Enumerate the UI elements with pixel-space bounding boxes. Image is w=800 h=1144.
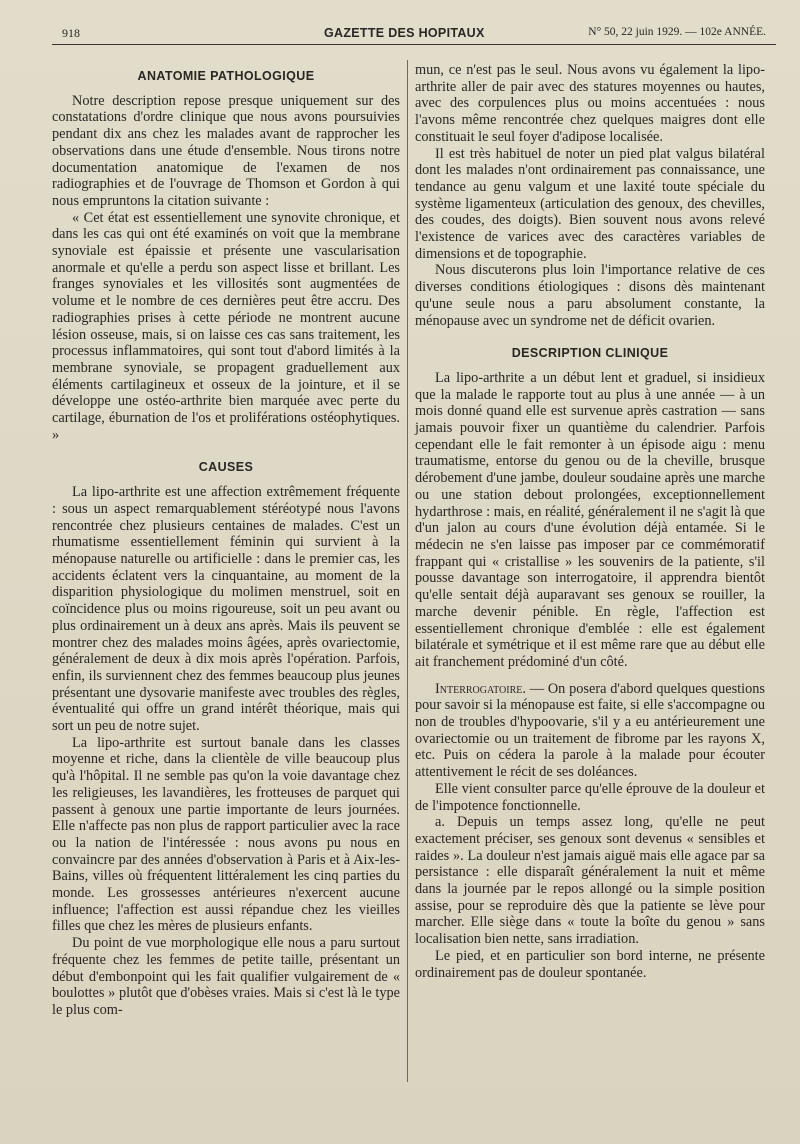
paragraph: Notre description repose presque uniquement sur des constatations d'ordre clinique que nous avons poursuivies pendant dix ans chez les malades avant de rapprocher les observations dans une étude d'ensemble. Nous tirons notre documentation anatomique de l'examen de nos radiographies et de l'ouvrage de Thomson et Gordon à qui nous empruntons la citation suivante : xyxy=(52,92,400,209)
paragraph: Nous discuterons plus loin l'importance relative de ces diverses conditions étiologiques : disons dès maintenant qu'une seule nous a paru absolument constante, la ménopause avec un syndrome net de déficit ovarien. xyxy=(415,262,765,329)
running-header xyxy=(52,22,776,45)
journal-title: GAZETTE DES HOPITAUX xyxy=(324,26,485,40)
paragraph-text: — On posera d'abord quelques questions pour savoir si la ménopause est faite, si elle s'accompagne ou non de troubles d'hypoovarie, s'il y a eu antérieurement une ovariectomie ou un traitement de fibrome par les rayons X, etc. Puis on cédera la parole à la malade pour écouter attentivement le récit de ses doléances. xyxy=(415,680,765,781)
quote-paragraph: « Cet état est essentiellement une synovite chronique, et dans les cas qui ont été examinés on voit que la membrane synoviale est épaissie et présente une vascularisation anormale et qu'elle a perdu son aspect lisse et brillant. Les franges synoviales et les villosités sont augmentées de volume et le nombre de ces dernières peut être accru. Des radiographies prises à cette période ne montrent aucune lésion osseuse, mais, si on laisse ces cas sans traitement, les processus inflammatoires, qui sont tout d'abord limités à la membrane synoviale, se propagent graduellement aux éléments cartilagineux et osseux de la jointure, et il se développe une ostéo-arthrite bien marquée avec perte du cartilage, éburnation de l'os et proliférations ostéophytiques. » xyxy=(52,209,400,443)
paragraph: Il est très habituel de noter un pied plat valgus bilatéral dont les malades n'ont ordinairement pas connaissance, une tendance au genu valgum et une laxité toute spéciale du système ligamenteux (articulation des genoux, des chevilles, des coudes, des doigts). Bien souvent nous avons relevé l'existence de varices avec des caractères variables de dimensions et de topographie. xyxy=(415,145,765,262)
run-in-heading: Interrogatoire. xyxy=(435,680,526,697)
page-number: 918 xyxy=(62,26,80,40)
paragraph: La lipo-arthrite a un début lent et graduel, si insidieux que la malade le rapporte tout au plus à une année — à un mois donné quand elle est survenue après castration — sans jamais pouvoir fixer un quantième du calendrier. Parfois cependant elle le fait remonter à un épisode aigu : menu traumatisme, entorse du genou ou de la cheville, brusque dérobement d'une jambe, douleur soudaine après une marche ou une station debout prolongées, exceptionnellement hydarthrose : mais, en réalité, généralement il ne s'agit là que d'un jalon au cours d'une évolution déjà entamée. Si le médecin ne s'en laisse pas imposer par ce commémoratif frappant qui « cristallise » les souvenirs de la patiente, s'il pousse davantage son interrogatoire, il apprendra bientôt qu'elle sentait déjà auparavant ses genoux se rouiller, la marche devenir pénible. En règle, l'affection est essentiellement chronique d'emblée : elle est également bilatérale et symétrique et il est même rare que au début elle ait franchement prédominé d'un côté. xyxy=(415,369,765,670)
paragraph: La lipo-arthrite est surtout banale dans les classes moyenne et riche, dans la clientèle de ville beaucoup plus qu'à l'hôpital. Il ne semble pas qu'on la voie davantage chez les religieuses, les lavandières, les frotteuses de parquet qui passent à genoux une partie importante de leurs journées. Elle n'affecte pas non plus de rapport particulier avec la race ou la nation de l'intéressée : nous avons pu nous en convaincre par des années d'observation à Paris et à Aix-les-Bains, villes où fréquentent littéralement les cinq parties du monde. Les grossesses antérieures n'exercent aucune influence; l'affection est aussi répandue chez les vieilles filles que chez les mères de plusieurs enfants. xyxy=(52,734,400,935)
section-heading-causes: CAUSES xyxy=(198,460,254,475)
paragraph: Elle vient consulter parce qu'elle éprouve de la douleur et de l'impotence fonctionnelle. xyxy=(415,780,765,814)
section-heading-description: DESCRIPTION CLINIQUE xyxy=(511,346,669,361)
paragraph: Du point de vue morphologique elle nous a paru surtout fréquente chez les femmes de petite taille, présentant un début d'embonpoint qui les fait qualifier vulgairement de « boulottes » plutôt que d'obèses vraies. Mais si c'est là le type le plus com- xyxy=(52,935,400,1018)
left-column xyxy=(52,62,400,1019)
column-divider xyxy=(407,60,408,1082)
issue-info: N° 50, 22 juin 1929. — 102e ANNÉE. xyxy=(588,26,766,38)
paragraph: mun, ce n'est pas le seul. Nous avons vu également la lipo-arthrite aller de pair avec des statures moyennes ou hautes, avec des corpulences plus ou moins accentuées : nous l'avons même rencontrée chez quelques maigres dont elle constituait le seul foyer d'adipose localisée. xyxy=(415,62,765,145)
right-column xyxy=(415,62,765,981)
paragraph-interrogatoire xyxy=(415,681,765,781)
paragraph: a. Depuis un temps assez long, qu'elle ne peut exactement préciser, ses genoux sont devenus « sensibles et raides ». La douleur n'est jamais aiguë mais elle agace par sa persistance : elle disparaît généralement la nuit et même dans la journée par le repos allongé ou la simple position assise, pour se reproduire dès que la patiente se lève pour marcher. Elle siège dans « toute la boîte du genou » sans localisation bien nette, sans irradiation. xyxy=(415,814,765,948)
paragraph: Le pied, et en particulier son bord interne, ne présente ordinairement pas de douleur spontanée. xyxy=(415,947,765,981)
paragraph: La lipo-arthrite est une affection extrêmement fréquente : sous un aspect remarquablement stéréotypé nous l'avons rencontrée chez plusieurs centaines de malades. C'est un rhumatisme essentiellement féminin qui survient à la ménopause naturelle ou artificielle : dans le premier cas, les accidents éclatent vers la cinquantaine, au moment de la disparition physiologique du molimen menstruel, soit en coïncidence plus ou moins rigoureuse, soit un peu avant ou plus ordinairement un à deux ans après. Mais ils peuvent se montrer chez des malades moins âgées, après ovariectomie, généralement de deux à dix mois après l'opération. Parfois, enfin, ils surviennent chez des femmes beaucoup plus jeunes présentant une dysovarie manifeste avec troubles des règles, éventualité qui offre un grand intérêt théorique, mais qui sort un peu de notre sujet. xyxy=(52,484,400,735)
section-heading-anatomie: ANATOMIE PATHOLOGIQUE xyxy=(137,69,315,83)
